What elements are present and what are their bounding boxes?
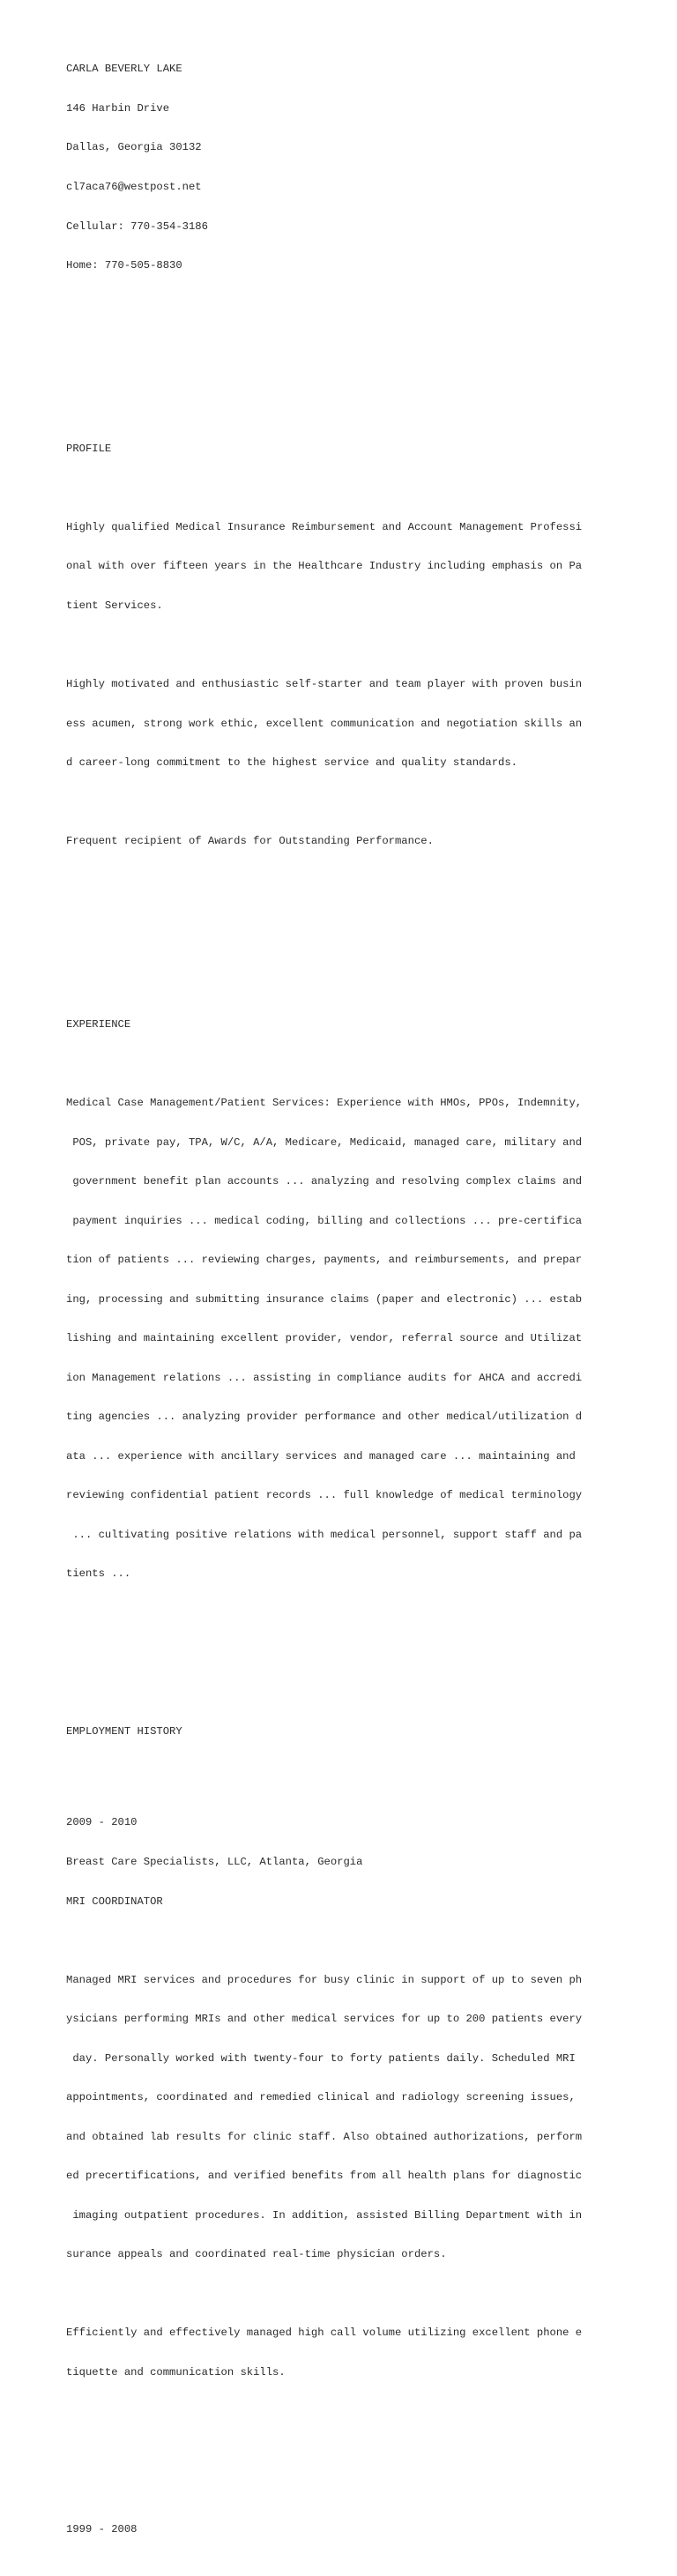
experience-line: ... cultivating positive relations with medical personnel, support staff and pa (66, 1528, 583, 1541)
job-dates: 1999 - 2008 (66, 2523, 138, 2536)
job-desc-line: Efficiently and effectively managed high call volume utilizing excellent phone e (66, 2327, 583, 2340)
job-desc-line: ysicians performing MRIs and other medical services for up to 200 patients every (66, 2013, 583, 2026)
job-desc-line: surance appeals and coordinated real-time physician orders. (66, 2248, 447, 2261)
employment-section (66, 1699, 613, 2563)
profile-para1-line: tient Services. (66, 599, 163, 612)
profile-para1-line: Highly qualified Medical Insurance Reimbursement and Account Management Professi (66, 520, 583, 533)
experience-line: tion of patients ... reviewing charges, payments, and reimbursements, and prepar (66, 1254, 583, 1267)
contact-email: cl7aca76@westpost.net (66, 180, 202, 193)
experience-section (66, 992, 613, 1607)
job-desc-line: and obtained lab results for clinic staff. Also obtained authorizations, perform (66, 2130, 583, 2143)
experience-line: Medical Case Management/Patient Services: Experience with HMOs, PPOs, Indemnity, (66, 1097, 583, 1110)
contact-city: Dallas, Georgia 30132 (66, 141, 202, 154)
profile-para2-line: Highly motivated and enthusiastic self-starter and team player with proven busin (66, 678, 583, 691)
experience-heading: EXPERIENCE (66, 1018, 131, 1031)
profile-para2-line: ess acumen, strong work ethic, excellent communication and negotiation skills an (66, 717, 583, 730)
job-desc-line: appointments, coordinated and remedied clinical and radiology screening issues, (66, 2091, 576, 2104)
experience-line: reviewing confidential patient records ... full knowledge of medical terminology (66, 1489, 583, 1502)
experience-line: ting agencies ... analyzing provider performance and other medical/utilization d (66, 1411, 583, 1424)
experience-line: POS, private pay, TPA, W/C, A/A, Medicare, Medicaid, managed care, military and (66, 1135, 583, 1149)
experience-line: ion Management relations ... assisting in compliance audits for AHCA and accredi (66, 1371, 583, 1384)
profile-section (66, 416, 613, 875)
contact-cell: Cellular: 770-354-3186 (66, 220, 208, 233)
experience-line: ing, processing and submitting insurance claims (paper and electronic) ... estab (66, 1292, 583, 1306)
job-desc-line: ed precertifications, and verified benefits from all health plans for diagnostic (66, 2170, 583, 2183)
experience-line: government benefit plan accounts ... analyzing and resolving complex claims and (66, 1175, 583, 1188)
contact-name: CARLA BEVERLY LAKE (66, 63, 182, 76)
job-desc-line: Managed MRI services and procedures for busy clinic in support of up to seven ph (66, 1973, 583, 1986)
contact-street: 146 Harbin Drive (66, 101, 170, 115)
contact-home: Home: 770-505-8830 (66, 259, 182, 272)
job-desc-line: tiquette and communication skills. (66, 2365, 286, 2379)
job-desc-line: day. Personally worked with twenty-four to forty patients daily. Scheduled MRI (66, 2051, 576, 2065)
experience-line: ata ... experience with ancillary services and managed care ... maintaining and (66, 1449, 583, 1463)
resume-document (66, 11, 613, 2576)
experience-line: lishing and maintaining excellent provider, vendor, referral source and Utilizat (66, 1332, 583, 1345)
profile-para1-line: onal with over fifteen years in the Healthcare Industry including emphasis on Pa (66, 560, 583, 573)
experience-line: tients ... (66, 1567, 131, 1581)
job-title: MRI COORDINATOR (66, 1895, 163, 1908)
profile-para3-line: Frequent recipient of Awards for Outstanding Performance. (66, 835, 434, 848)
employment-heading: EMPLOYMENT HISTORY (66, 1724, 182, 1738)
job-company: Breast Care Specialists, LLC, Atlanta, Georgia (66, 1856, 363, 1868)
contact-block (66, 37, 613, 299)
job-desc-line: imaging outpatient procedures. In addition, assisted Billing Department with in (66, 2208, 583, 2222)
job-dates: 2009 - 2010 (66, 1816, 138, 1829)
profile-heading: PROFILE (66, 442, 112, 455)
profile-para2-line: d career-long commitment to the highest service and quality standards. (66, 756, 517, 770)
experience-line: payment inquiries ... medical coding, billing and collections ... pre-certifica (66, 1214, 583, 1227)
